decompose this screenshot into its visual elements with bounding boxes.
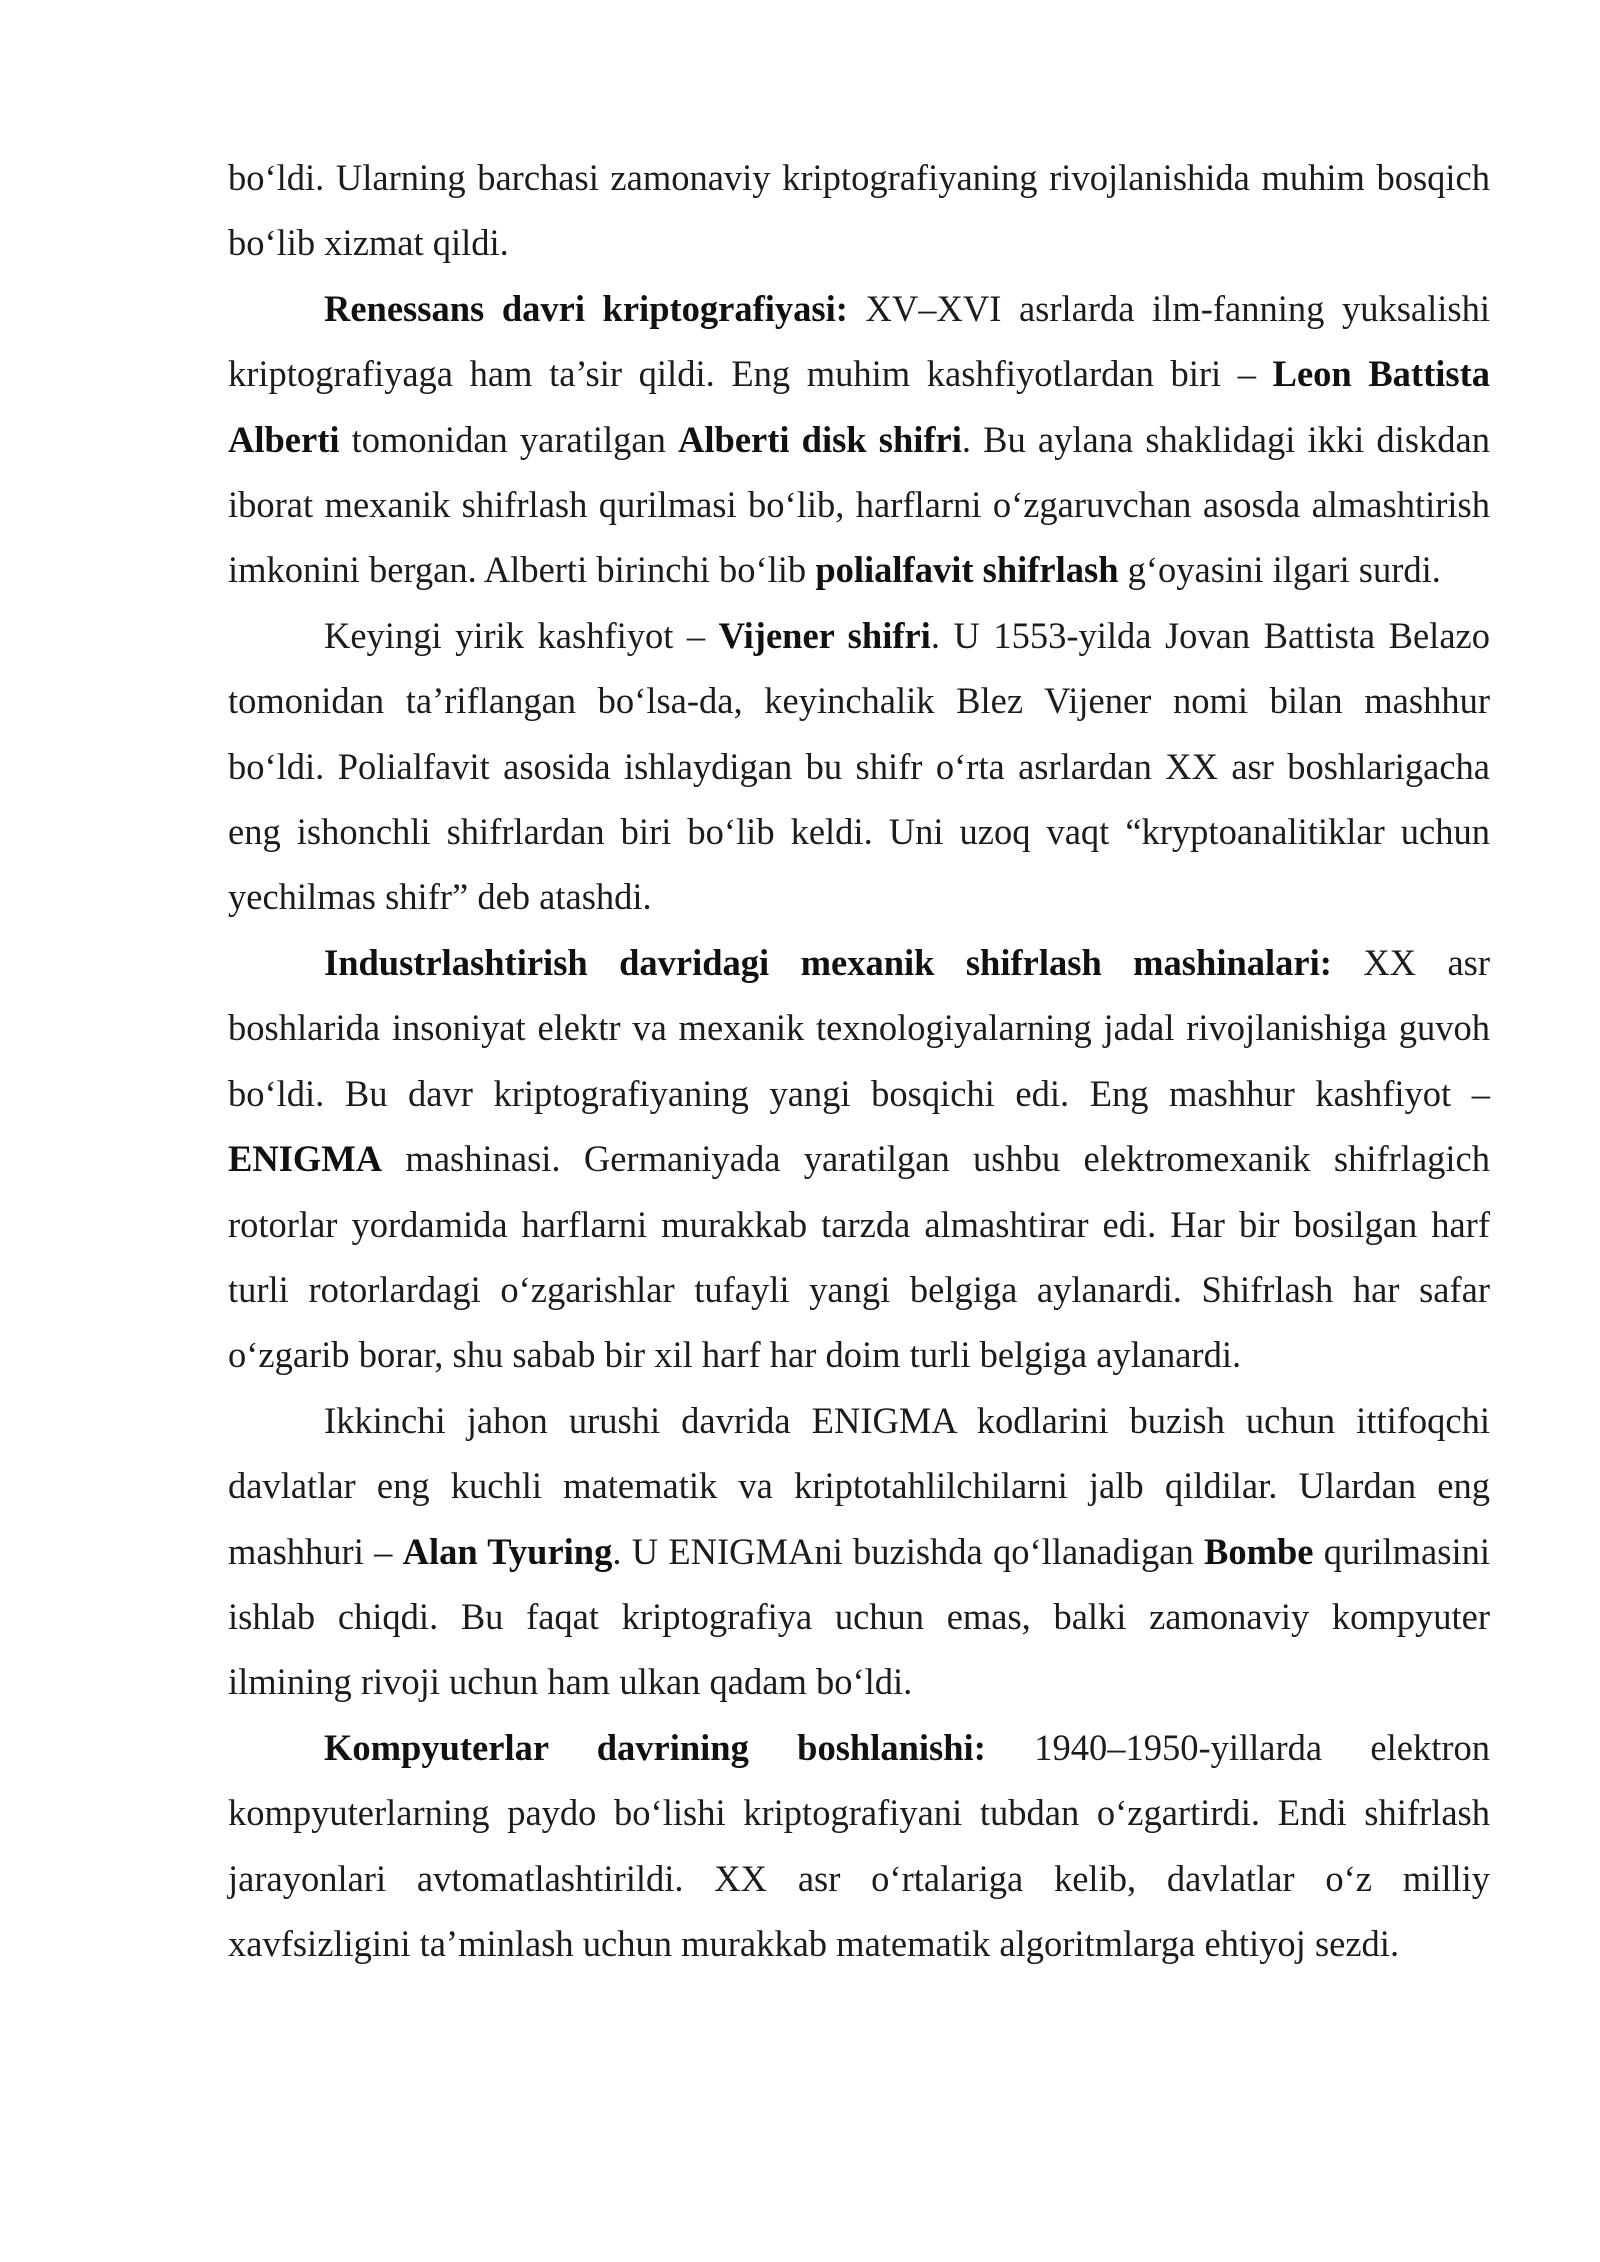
paragraph-ww2 [228,1388,1490,1715]
term-vigenere: Vijener shifri [718,614,931,656]
text-run: tomonidan yaratilgan [339,418,679,460]
text-run: 1940–1950-yillarda elektron kompyuterlarning paydo bo‘lishi kriptografiyani tubdan o‘zgartirdi. Endi shifrlash jarayonlari avtomatlashtirildi. XX asr o‘rtalariga kelib, davlatlar o‘z milliy xavfsizligini ta’minlash uchun murakkab matematik algoritmlarga ehtiyoj sezdi. [228,1726,1490,1964]
text-run: g‘oyasini ilgari surdi. [1118,549,1441,591]
text-run: bo‘ldi. Ularning barchasi zamonaviy kriptografiyaning rivojlanishida muhim bosqich bo‘lib xizmat qildi. [228,157,1490,264]
text-run: . U 1553-yilda Jovan Battista Belazo tomonidan ta’riflangan bo‘lsa-da, keyinchalik Blez Vijener nomi bilan mashhur bo‘ldi. Polialfavit asosida ishlaydigan bu shifr o‘rta asrlardan XX asr boshlarigacha eng ishonchli shifrlardan biri bo‘lib keldi. Uni uzoq vaqt “kryptoanalitiklar uchun yechilmas shifr” deb atashdi. [228,614,1490,918]
text-run: . Bu aylana shaklidagi ikki diskdan iborat mexanik shifrlash qurilmasi bo‘lib, harflarni o‘zgaruvchan asosda almashtirish imkonini bergan. Alberti birinchi bo‘lib [228,418,1490,591]
paragraph-vigenere [228,603,1490,930]
name-turing: Alan Tyuring [402,1530,613,1572]
paragraph-computers [228,1715,1490,1977]
paragraph-renaissance [228,276,1490,603]
term-bombe: Bombe [1203,1530,1314,1572]
heading-industrial: Industrlashtirish davridagi mexanik shifrlash mashinalari: [324,941,1332,983]
term-polyalphabetic: polialfavit shifrlash [815,549,1119,591]
heading-renaissance: Renessans davri kriptografiyasi: [324,287,848,329]
text-run: mashinasi. Germaniyada yaratilgan ushbu elektromexanik shifrlagich rotorlar yordamida harflarni murakkab tarzda almashtirar edi. Har bir bosilgan harf turli rotorlardagi o‘zgarishlar tufayli yangi belgiga aylanardi. Shifrlash har safar o‘zgarib borar, shu sabab bir xil harf har doim turli belgiga aylanardi. [228,1138,1490,1376]
paragraph-industrial [228,930,1490,1388]
heading-computers: Kompyuterlar davrining boshlanishi: [324,1726,986,1768]
text-run: Keyingi yirik kashfiyot – [324,614,719,656]
term-enigma: ENIGMA [228,1138,383,1180]
text-run: qurilmasini ishlab chiqdi. Bu faqat kriptografiya uchun emas, balki zamonaviy kompyuter ilmining rivoji uchun ham ulkan qadam bo‘ldi. [228,1530,1490,1703]
document-page [228,145,1490,1976]
text-run: XV–XVI asrlarda ilm-fanning yuksalishi kriptografiyaga ham ta’sir qildi. Eng muhim kashfiyotlardan biri – [228,287,1490,395]
term-alberti-disk: Alberti disk shifri [678,418,962,460]
text-run: . U ENIGMAni buzishda qo‘llanadigan [612,1530,1204,1572]
text-run: Ikkinchi jahon urushi davrida ENIGMA kodlarini buzish uchun ittifoqchi davlatlar eng kuchli matematik va kriptotahlilchilarni jalb qildilar. Ulardan eng mashhuri – [228,1399,1490,1572]
paragraph-continuation [228,145,1490,276]
text-run: XX asr boshlarida insoniyat elektr va mexanik texnologiyalarning jadal rivojlanishiga guvoh bo‘ldi. Bu davr kriptografiyaning yangi bosqichi edi. Eng mashhur kashfiyot – [228,941,1491,1114]
name-alberti: Leon Battista Alberti [228,353,1490,460]
